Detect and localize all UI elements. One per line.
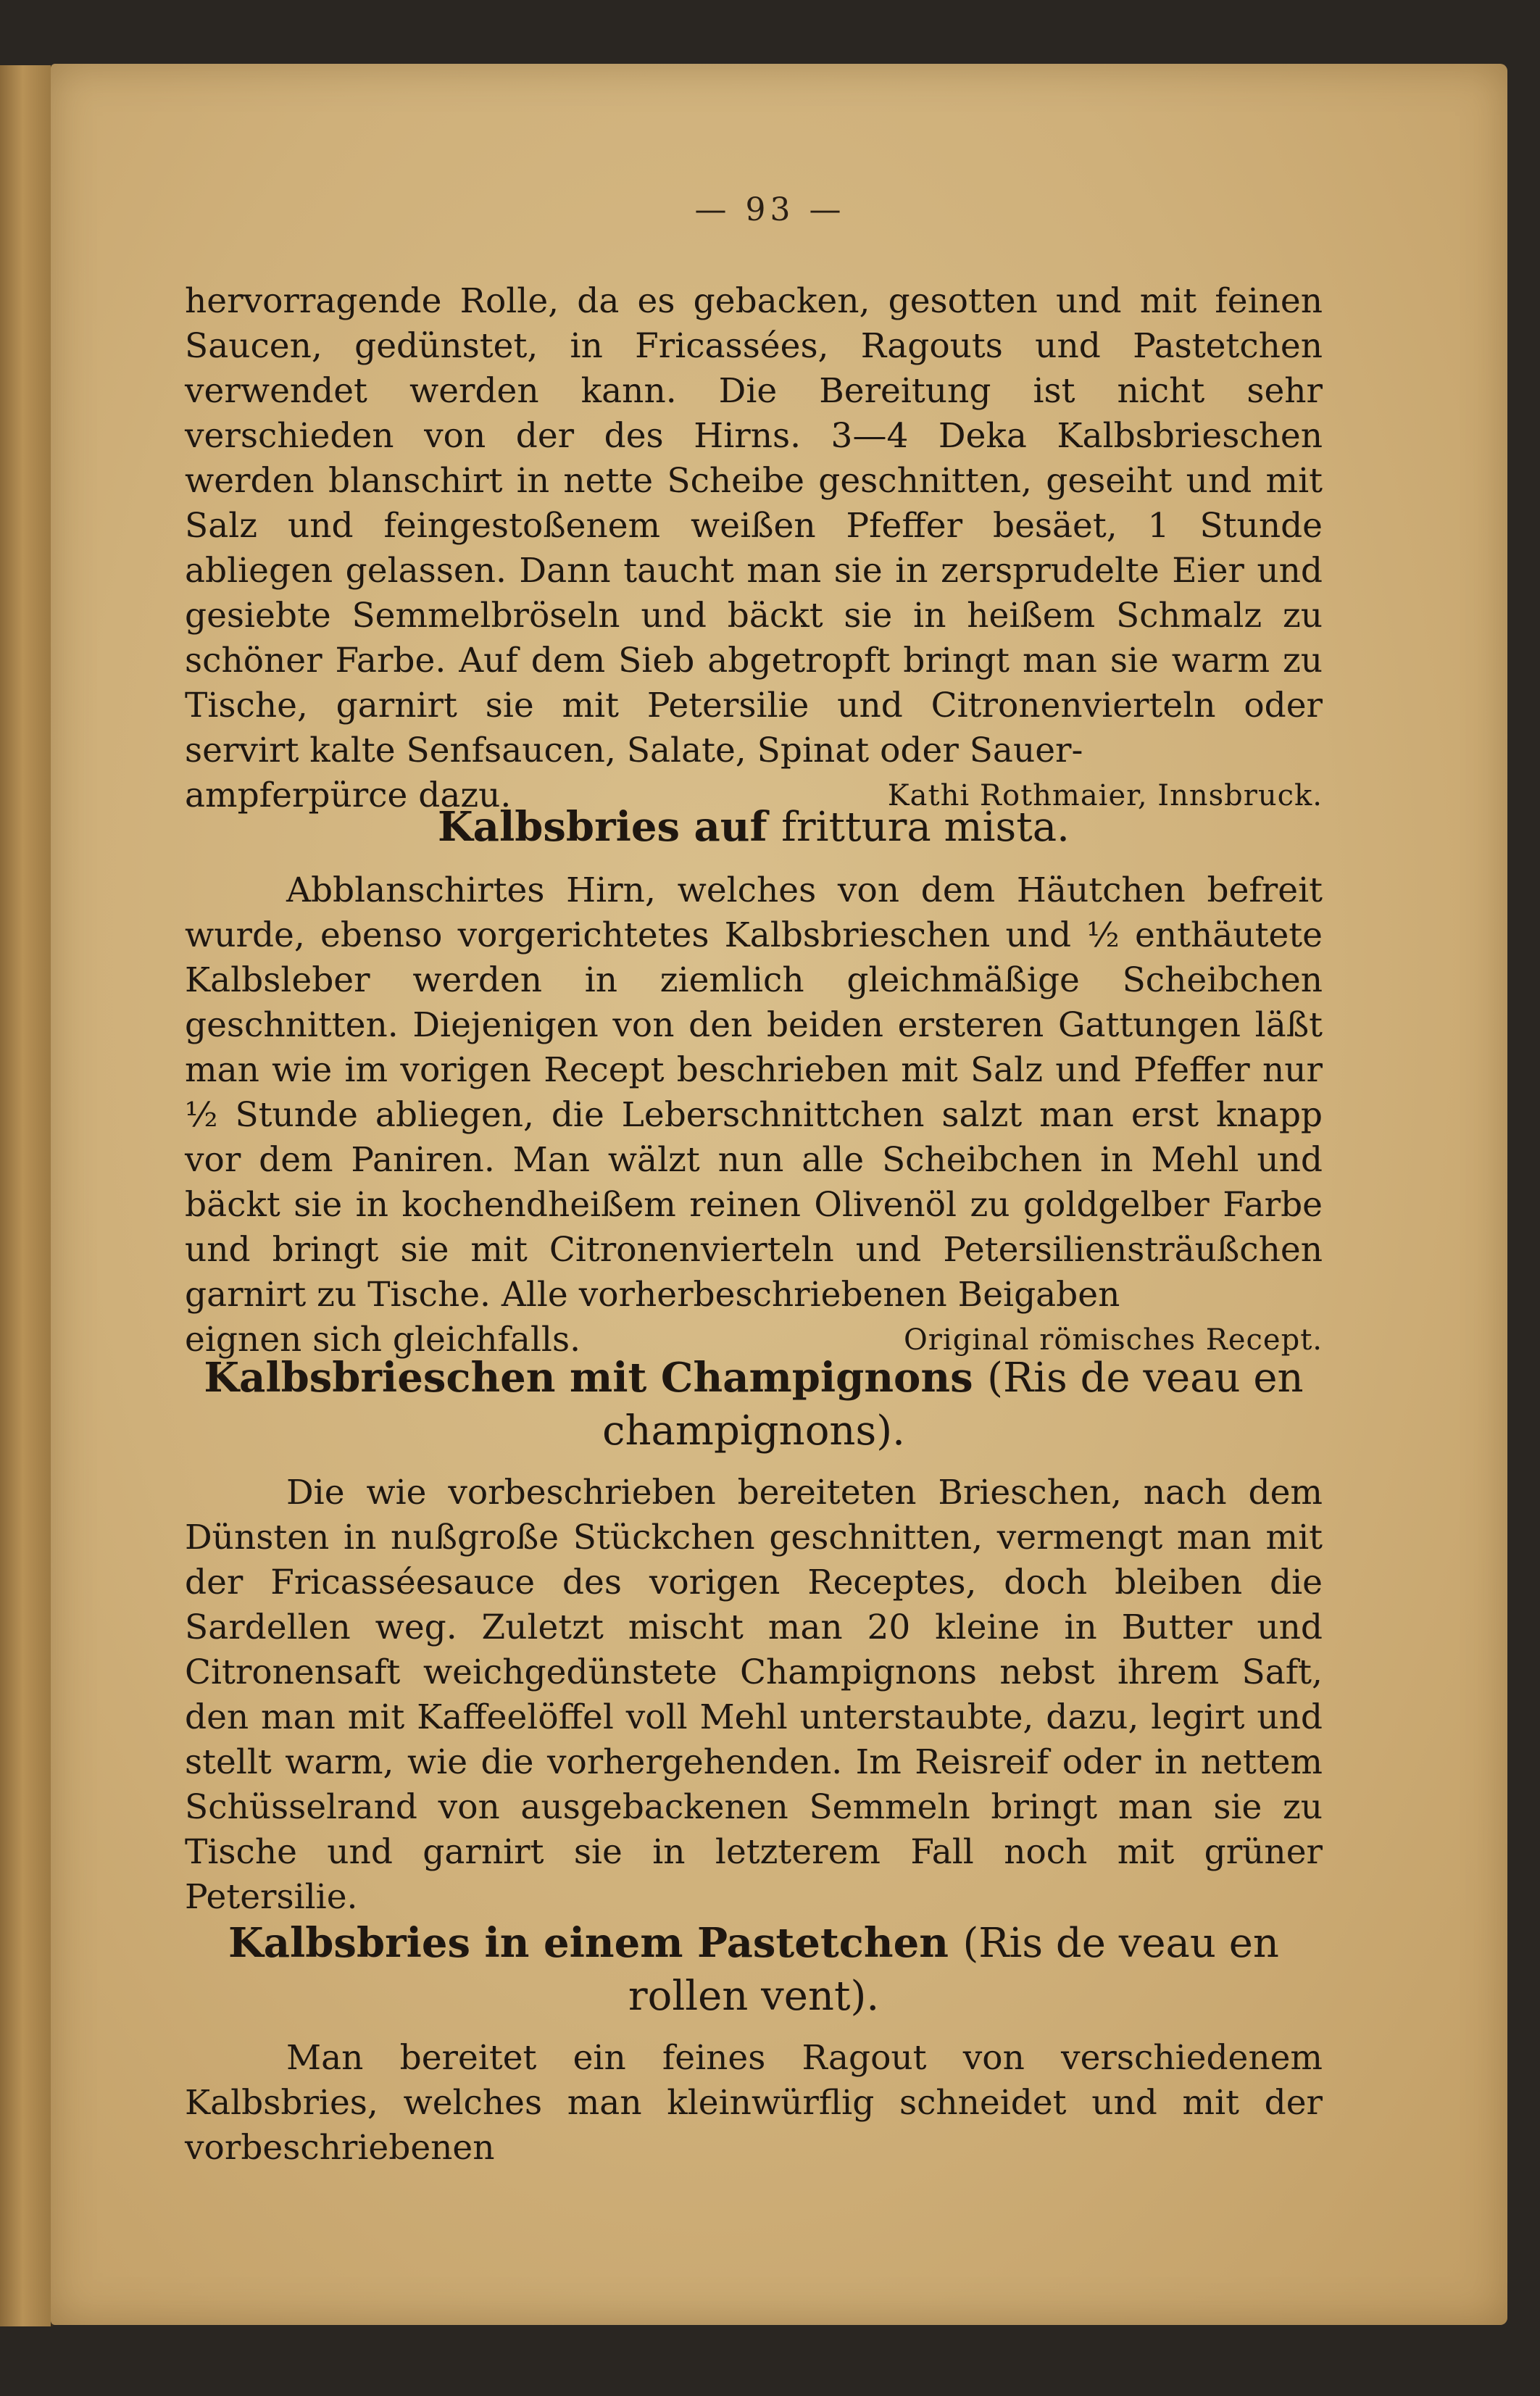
section-champignons — [185, 1352, 1323, 1920]
frittura-title: Kalbsbries auf — [438, 803, 767, 851]
page-number: — 93 — — [694, 191, 846, 228]
frittura-title-sub: frittura mista. — [781, 804, 1070, 851]
section-pastetchen — [185, 1917, 1323, 2171]
frittura-last-line: eignen sich gleichfalls. — [185, 1320, 581, 1360]
champignons-heading — [185, 1352, 1323, 1457]
intro-paragraph: hervorragende Rolle, da es gebacken, gesotten und mit feinen Saucen, gedünstet, in Fricassées, Ragouts und Pastetchen verwendet werden kann. Die Bereitung ist nicht sehr verschieden von der des Hirns. 3—4 Deka Kalbsbrieschen werden blanschirt in nette Scheibe geschnitten, geseiht und mit Salz und feingestoßenem weißen Pfeffer besäet, 1 Stunde abliegen gelassen. Dann taucht man sie in zersprudelte Eier und gesiebte Semmelbröseln und bäckt sie in heißem Schmalz zu schöner Farbe. Auf dem Sieb abgetropft bringt man sie warm zu Tische, garnirt sie mit Petersilie und Citronenvierteln oder servirt kalte Senfsaucen, Salate, Spinat oder Sauer- — [185, 281, 1323, 770]
pastetchen-title: Kalbsbries in einem Pastetchen — [228, 1919, 949, 1967]
frittura-signature: Original römisches Recept. — [903, 1323, 1323, 1357]
pastetchen-heading — [185, 1917, 1323, 2023]
pastetchen-paragraph: Man bereitet ein feines Ragout von verschiedenem Kalbsbries, welches man kleinwürflig schneidet und mit der vorbeschriebenen — [185, 2038, 1323, 2168]
champignons-paragraph: Die wie vorbeschrieben bereiteten Brieschen, nach dem Dünsten in nußgroße Stückchen geschnitten, vermengt man mit der Fricasséesauce des vorigen Receptes, doch bleiben die Sardellen weg. Zuletzt mischt man 20 kleine in Butter und Citronensaft weichgedünstete Champignons nebst ihrem Saft, den man mit Kaffeelöffel voll Mehl unterstaubte, dazu, legirt und stellt warm, wie die vorhergehenden. Im Reisreif oder in nettem Schüsselrand von ausgebackenen Semmeln bringt man sie zu Tische und garnirt sie in letzterem Fall noch mit grüner Petersilie. — [185, 1473, 1323, 1917]
champignons-title: Kalbsbrieschen mit Champignons — [204, 1354, 973, 1402]
section-intro — [185, 279, 1323, 818]
champignons-title-sub: (Ris de veau en champignons). — [602, 1355, 1304, 1455]
book-gutter — [0, 65, 53, 2326]
frittura-heading — [185, 801, 1323, 854]
frittura-paragraph: Abblanschirtes Hirn, welches von dem Häutchen befreit wurde, ebenso vorgerichtetes Kalbsbrieschen und ½ enthäutete Kalbsleber werden in ziemlich gleichmäßige Scheibchen geschnitten. Diejenigen von den beiden ersteren Gattungen läßt man wie im vorigen Recept beschrieben mit Salz und Pfeffer nur ½ Stunde abliegen, die Leberschnittchen salzt man erst knapp vor dem Paniren. Man wälzt nun alle Scheibchen in Mehl und bäckt sie in kochendheißem reinen Olivenöl zu goldgelber Farbe und bringt sie mit Citronenvierteln und Petersiliensträußchen garnirt zu Tische. Alle vorherbeschriebenen Beigaben — [185, 870, 1323, 1315]
intro-last-line: ampferpürce dazu. — [185, 775, 512, 815]
pastetchen-title-sub: (Ris de veau en rollen vent). — [628, 1920, 1279, 2020]
intro-signature: Kathi Rothmaier, Innsbruck. — [887, 779, 1323, 812]
section-frittura — [185, 801, 1323, 1363]
